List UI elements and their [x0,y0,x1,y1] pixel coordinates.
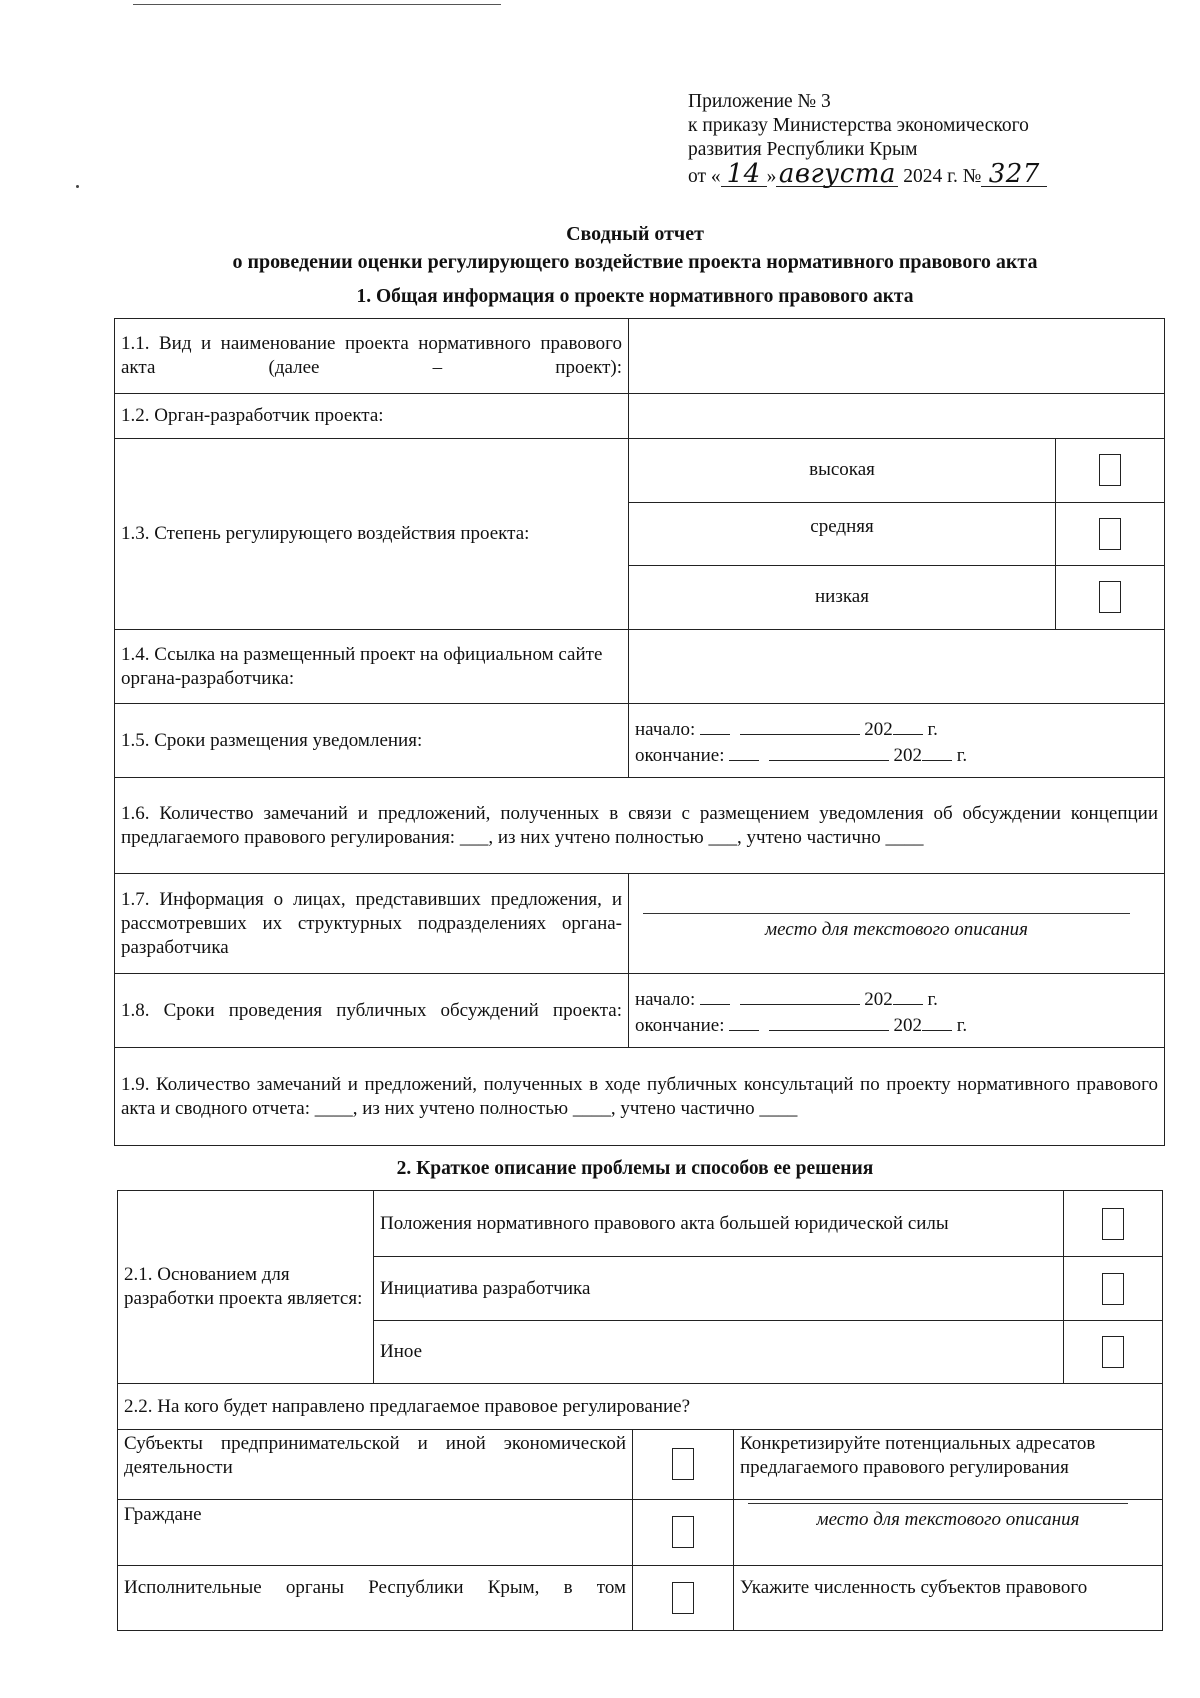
section-1-table [114,318,1165,1146]
top-rule [133,4,501,5]
basis-higher-act-checkbox-cell [1064,1191,1163,1257]
notice-end-day[interactable] [729,741,759,761]
row-1-3-options [629,439,1165,630]
degree-medium-checkbox-cell [1056,502,1165,565]
order-reference: к приказу Министерства экономического [688,115,1029,136]
discussion-end-year-prefix: 202 [893,1014,922,1036]
notice-end-year[interactable] [922,741,952,761]
discussion-start-month[interactable] [740,985,860,1005]
basis-initiative-checkbox[interactable] [1102,1273,1124,1305]
basis-other-checkbox-cell [1064,1321,1163,1384]
notice-start-line [635,715,1158,741]
degree-option-medium-label: средняя [629,502,1056,565]
basis-higher-act-checkbox[interactable] [1102,1208,1124,1240]
degree-high-checkbox-cell [1056,439,1165,502]
row-1-2-value[interactable] [629,394,1165,439]
row-1-8 [115,974,1165,1048]
discussion-start-label: начало: [635,988,696,1010]
notice-end-year-suffix: г. [956,744,968,766]
row-1-8-label: 1.8. Сроки проведения публичных обсуждений проекта: [115,974,629,1048]
specify-count-label: Укажите численность субъектов правового [734,1565,1163,1630]
subject-row-authorities [118,1565,1163,1630]
row-1-5-dates [629,704,1165,778]
discussion-end-year-suffix: г. [956,1014,968,1036]
basis-option-initiative: Инициатива разработчика [374,1257,1064,1321]
notice-start-year-suffix: г. [927,718,938,740]
order-month: августа [776,162,898,187]
degree-option-high-label: высокая [629,439,1056,502]
section-1-heading: 1. Общая информация о проекте нормативного правового акта [356,286,914,307]
notice-start-day[interactable] [700,715,730,735]
row-1-4 [115,630,1165,704]
row-1-3-label: 1.3. Степень регулирующего воздействия проекта: [115,439,629,630]
discussion-end-label: окончание: [635,1014,725,1036]
order-day: 14 [721,162,767,187]
degree-options-table [629,439,1164,629]
subject-business-checkbox-cell [633,1429,734,1499]
row-1-1-label: 1.1. Вид и наименование проекта нормативного правового акта (далее – проект): [115,319,629,394]
row-1-9 [115,1048,1165,1146]
document-title [0,220,1200,276]
subject-business-label: Субъекты предпринимательской и иной экономической деятельности [118,1429,633,1499]
notice-end-line [635,741,1158,767]
row-2-2 [118,1384,1163,1430]
row-2-1-label: 2.1. Основанием для разработки проекта является: [118,1191,374,1384]
specify-addressees-rule [748,1503,1128,1504]
specify-addressees-label: Конкретизируйте потенциальных адресатов предлагаемого правового регулирования [734,1429,1163,1499]
appendix-number: Приложение № 3 [688,91,831,112]
degree-medium-checkbox[interactable] [1099,518,1121,550]
row-1-7-placeholder: место для текстового описания [764,919,1029,940]
basis-option-higher-act: Положения нормативного правового акта большей юридической силы [374,1191,1064,1257]
discussion-start-line [635,985,1158,1011]
row-1-1-value[interactable] [629,319,1165,394]
order-number: 327 [981,162,1047,187]
notice-end-year-prefix: 202 [893,744,922,766]
section-2-2-table [117,1429,1163,1631]
discussion-start-day[interactable] [700,985,730,1005]
specify-addressees-value[interactable] [734,1499,1163,1565]
notice-end-month[interactable] [769,741,889,761]
degree-high-checkbox[interactable] [1099,454,1121,486]
row-1-7-value[interactable] [629,874,1165,974]
basis-row-1 [118,1191,1163,1257]
quote-close: » [766,166,777,187]
row-1-4-label: 1.4. Ссылка на размещенный проект на официальном сайте органа-разработчика: [115,630,629,704]
row-1-7-rule [643,913,1130,914]
row-1-4-value[interactable] [629,630,1165,704]
row-1-2 [115,394,1165,439]
row-1-7-label: 1.7. Информация о лицах, представивших предложения, и рассмотревших их структурных подразделениях органа-разработчика [115,874,629,974]
scan-dot [76,185,79,188]
row-1-6 [115,778,1165,874]
order-year: 2024 г. № [903,166,982,187]
discussion-end-day[interactable] [729,1011,759,1031]
ministry-name: развития Республики Крым [688,139,918,160]
basis-option-other: Иное [374,1321,1064,1384]
row-1-7 [115,874,1165,974]
discussion-start-year[interactable] [893,985,923,1005]
row-1-2-label: 1.2. Орган-разработчик проекта: [115,394,629,439]
subject-citizens-checkbox-cell [633,1499,734,1565]
row-1-5 [115,704,1165,778]
subject-citizens-checkbox[interactable] [672,1516,694,1548]
notice-end-label: окончание: [635,744,725,766]
discussion-end-line [635,1011,1158,1037]
title-line-1: Сводный отчет [566,223,704,245]
subject-authorities-checkbox-cell [633,1565,734,1630]
basis-other-checkbox[interactable] [1102,1336,1124,1368]
from-prefix: от « [688,166,721,187]
degree-option-high [629,439,1164,502]
section-2-1-table [117,1190,1163,1430]
subject-citizens-label: Граждане [118,1499,633,1565]
row-1-8-dates [629,974,1165,1048]
degree-option-low-label: низкая [629,565,1056,629]
notice-start-label: начало: [635,718,696,740]
row-1-1 [115,319,1165,394]
notice-start-year-prefix: 202 [864,718,893,740]
discussion-start-year-suffix: г. [927,988,938,1010]
basis-initiative-checkbox-cell [1064,1257,1163,1321]
row-1-6-text: 1.6. Количество замечаний и предложений, полученных в связи с размещением уведомления об обсуждении концепции предлагаемого правового регулирования: ___, из них учтено полностью ___, учтено частично ____ [115,778,1165,874]
row-1-3 [115,439,1165,630]
notice-start-month[interactable] [740,715,860,735]
row-1-9-text: 1.9. Количество замечаний и предложений, полученных в ходе публичных консультаций по проекту нормативного правового акта и сводного отчета: ____, из них учтено полностью ____, учтено частично ____ [115,1048,1165,1146]
degree-option-low [629,565,1164,629]
order-date-line [688,159,1158,189]
subject-authorities-checkbox[interactable] [672,1582,694,1614]
title-line-2: о проведении оценки регулирующего воздействие проекта нормативного правового акта [232,251,1038,273]
section-2-heading: 2. Краткое описание проблемы и способов ее решения [396,1158,874,1179]
discussion-end-month[interactable] [769,1011,889,1031]
subject-row-citizens [118,1499,1163,1565]
notice-start-year[interactable] [893,715,923,735]
subject-authorities-label: Исполнительные органы Республики Крым, в том [118,1565,633,1630]
degree-low-checkbox[interactable] [1099,581,1121,613]
discussion-end-year[interactable] [922,1011,952,1031]
degree-low-checkbox-cell [1056,565,1165,629]
degree-option-medium [629,502,1164,565]
subject-business-checkbox[interactable] [672,1448,694,1480]
row-1-5-label: 1.5. Сроки размещения уведомления: [115,704,629,778]
subject-row-business [118,1429,1163,1499]
approval-block [688,90,1158,189]
row-2-2-text: 2.2. На кого будет направлено предлагаемое правовое регулирование? [118,1384,1163,1430]
discussion-start-year-prefix: 202 [864,988,893,1010]
specify-addressees-placeholder: место для текстового описания [816,1508,1080,1530]
